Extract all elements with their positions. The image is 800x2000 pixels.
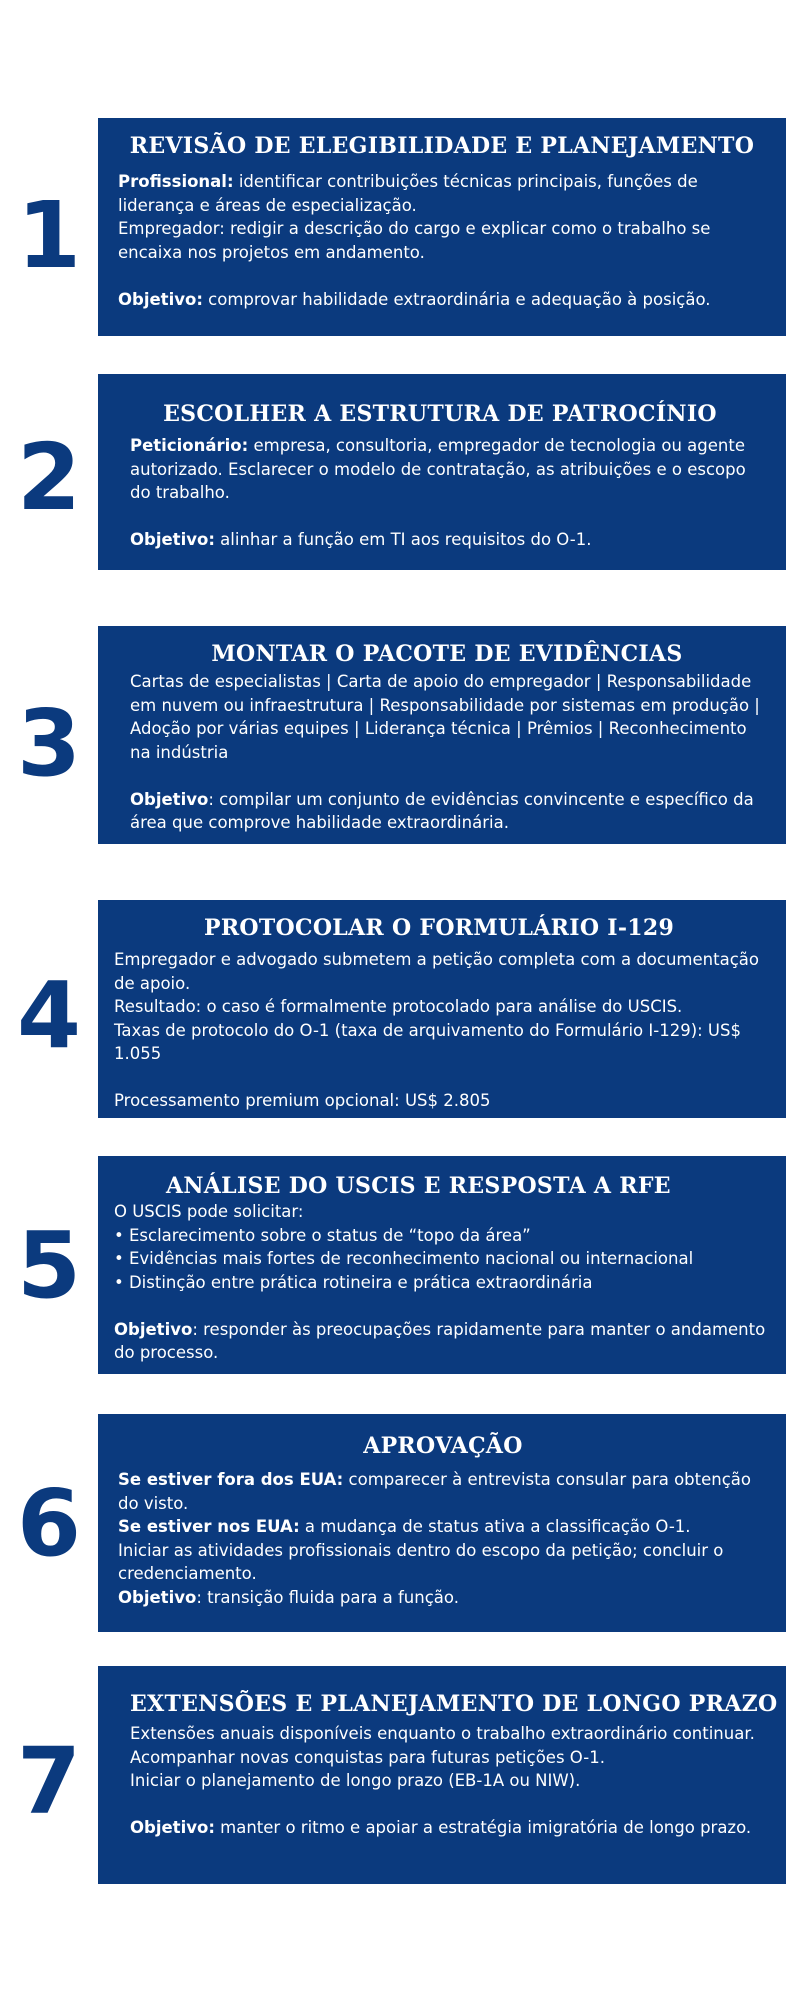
step-1 bbox=[0, 118, 800, 336]
fora-text: comparecer à entrevista consular para obtenção do visto. bbox=[118, 1470, 752, 1513]
rfe-bullet: • Distinção entre prática rotineira e prática extraordinária bbox=[114, 1272, 593, 1292]
rfe-bullet: • Esclarecimento sobre o status de “topo da área” bbox=[114, 1225, 531, 1245]
profissional-label: Profissional: bbox=[118, 172, 234, 191]
step-number: 4 bbox=[16, 962, 81, 1069]
premium-text: Processamento premium opcional: US$ 2.805 bbox=[114, 1091, 491, 1110]
step-3 bbox=[0, 626, 800, 844]
objetivo-text: comprovar habilidade extraordinária e adequação à posição. bbox=[202, 289, 711, 309]
objetivo-label: Objetivo: bbox=[130, 530, 215, 549]
objetivo-label: Objetivo: bbox=[118, 289, 203, 309]
step-title: REVISÃO DE ELEGIBILIDADE E PLANEJAMENTO bbox=[129, 133, 755, 159]
step-title: ANÁLISE DO USCIS E RESPOSTA A RFE bbox=[166, 1173, 671, 1199]
objetivo-text: : responder às preocupações rapidamente para manter o andamento do processo. bbox=[114, 1319, 766, 1362]
step-5 bbox=[0, 1156, 800, 1374]
step-card bbox=[98, 1156, 786, 1374]
step-number: 3 bbox=[16, 690, 81, 797]
iniciar-text: Iniciar as atividades profissionais dentro do escopo da petição; concluir o credenciamento. bbox=[118, 1540, 724, 1583]
objetivo-label: Objetivo bbox=[130, 789, 209, 809]
peticionario-label: Peticionário: bbox=[130, 436, 249, 455]
step-title: MONTAR O PACOTE DE EVIDÊNCIAS bbox=[211, 641, 683, 667]
step-number: 1 bbox=[16, 182, 81, 289]
objetivo-text: : compilar um conjunto de evidências convincente e específico da área que comprove habilidade extraordinária. bbox=[130, 789, 754, 832]
extensoes-text: Extensões anuais disponíveis enquanto o trabalho extraordinário continuar. bbox=[130, 1724, 755, 1743]
empregador-text: Empregador: redigir a descrição do cargo e explicar como o trabalho se encaixa nos projetos em andamento. bbox=[118, 219, 711, 262]
nos-label: Se estiver nos EUA: bbox=[118, 1517, 300, 1536]
objetivo-text: : transição fluida para a função. bbox=[196, 1587, 459, 1607]
step-7 bbox=[0, 1666, 800, 1884]
objetivo-text: manter o ritmo e apoiar a estratégia imigratória de longo prazo. bbox=[214, 1818, 752, 1837]
rfe-bullet: • Evidências mais fortes de reconhecimento nacional ou internacional bbox=[114, 1249, 694, 1268]
fora-label: Se estiver fora dos EUA: bbox=[118, 1470, 344, 1489]
resultado-text: Resultado: o caso é formalmente protocolado para análise do USCIS. bbox=[114, 997, 683, 1016]
evidencias-list: Cartas de especialistas | Carta de apoio do empregador | Responsabilidade em nuvem ou infraestrutura | Responsabilidade por sistemas em produção | Adoção por várias equipes | Liderança técnica | Prêmios | Reconhecimento na indústria bbox=[130, 672, 760, 762]
step-title: PROTOCOLAR O FORMULÁRIO I-129 bbox=[204, 915, 675, 941]
submissao-text: Empregador e advogado submetem a petição completa com a documentação de apoio. bbox=[114, 950, 759, 993]
planejamento-text: Iniciar o planejamento de longo prazo (EB-1A ou NIW). bbox=[130, 1771, 581, 1790]
step-card bbox=[98, 118, 786, 336]
taxas-text: Taxas de protocolo do O-1 (taxa de arquivamento do Formulário I-129): US$ 1.055 bbox=[114, 1020, 741, 1063]
rfe-intro: O USCIS pode solicitar: bbox=[114, 1202, 304, 1221]
profissional-text: identificar contribuições técnicas principais, funções de liderança e áreas de especialização. bbox=[118, 172, 698, 215]
objetivo-text: alinhar a função em TI aos requisitos do O-1. bbox=[214, 530, 592, 549]
step-card bbox=[98, 900, 786, 1118]
objetivo-label: Objetivo: bbox=[130, 1818, 215, 1837]
step-card bbox=[98, 1666, 786, 1884]
step-2 bbox=[0, 374, 800, 570]
step-title: ESCOLHER A ESTRUTURA DE PATROCÍNIO bbox=[163, 401, 717, 427]
step-card bbox=[98, 1414, 786, 1632]
step-number: 5 bbox=[16, 1212, 81, 1319]
step-6 bbox=[0, 1414, 800, 1632]
step-card bbox=[98, 374, 786, 570]
step-number: 2 bbox=[16, 424, 81, 531]
step-title: APROVAÇÃO bbox=[363, 1433, 523, 1459]
step-card bbox=[98, 626, 786, 844]
objetivo-label: Objetivo bbox=[114, 1319, 193, 1339]
objetivo-label: Objetivo bbox=[118, 1587, 197, 1607]
step-title: EXTENSÕES E PLANEJAMENTO DE LONGO PRAZO bbox=[130, 1691, 778, 1717]
step-number: 7 bbox=[16, 1728, 81, 1835]
step-4 bbox=[0, 900, 800, 1118]
acompanhar-text: Acompanhar novas conquistas para futuras petições O-1. bbox=[130, 1747, 605, 1767]
nos-text: a mudança de status ativa a classificação O-1. bbox=[299, 1517, 691, 1536]
step-number: 6 bbox=[16, 1470, 81, 1577]
peticionario-text: empresa, consultoria, empregador de tecnologia ou agente autorizado. Esclarecer o modelo de contratação, as atribuições e o escopo do trabalho. bbox=[130, 436, 746, 502]
